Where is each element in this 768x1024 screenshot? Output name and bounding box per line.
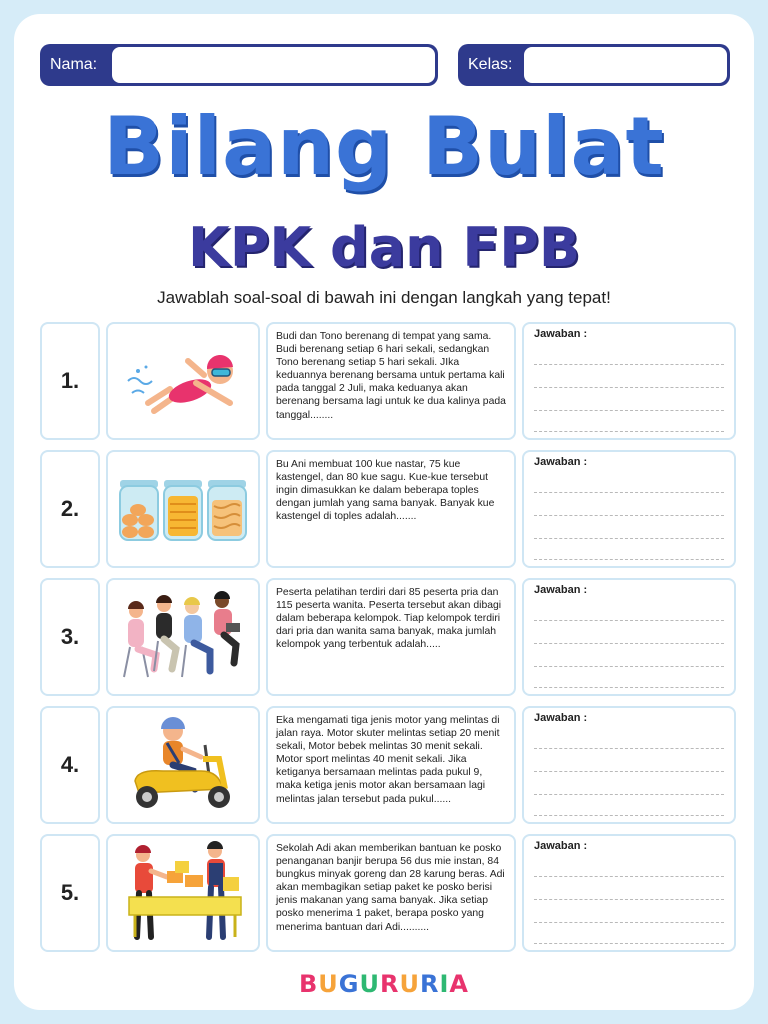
logo-text [299,970,469,998]
answer-label: Jawaban : [534,456,588,468]
answer-line[interactable] [534,772,724,795]
question-text: Eka mengamati tiga jenis motor yang melintas di jalan raya. Motor skuter melintas setiap 20 menit sekali, Motor bebek melintas 30 menit sekali. Motor sport melintas 40 menit sekali. Jika ketiganya bersamaan melintas pada pukul 9, maka ketiga jenis motor akan bersamaan lagi melintas jalan tersebut pada pukul...... [276,715,500,805]
answer-box[interactable] [522,834,736,952]
answer-box[interactable] [522,578,736,696]
answer-line[interactable] [534,388,724,411]
kelas-field [458,44,730,86]
training-participants-illustration [106,578,260,696]
answer-line[interactable] [534,598,724,621]
logo-letter: B [299,970,319,998]
worksheet [14,14,754,1010]
instruction-text: Jawablah soal-soal di bawah ini dengan langkah yang tepat! [157,288,611,307]
logo-letter: I [439,970,450,998]
nama-label: Nama: [50,56,98,73]
answer-label: Jawaban : [534,584,588,596]
question-text-cell [266,834,516,952]
question-row-4 [40,706,736,824]
answer-line[interactable] [534,667,724,688]
nama-field [40,44,438,86]
question-text: Budi dan Tono berenang di tempat yang sama. Budi berenang setiap 6 hari sekali, sedangkan Tono berenang setiap 5 hari sekali. JIka keduannya berenang bersama untuk pertama kali pada tanggal 2 Juli, maka keduanya akan berenang bersama lagi untuk ke dua kalinya pada tanggal........ [276,331,506,421]
question-number: 1. [40,322,100,440]
logo-letter: R [380,970,400,998]
nama-input[interactable] [112,47,435,83]
aid-distribution-illustration [106,834,260,952]
answer-line[interactable] [534,470,724,493]
question-number: 5. [40,834,100,952]
question-number: 3. [40,578,100,696]
question-number: 4. [40,706,100,824]
logo-letter: R [419,970,440,998]
logo-letter: U [359,970,380,998]
question-text: Peserta pelatihan terdiri dari 85 peserta pria dan 115 peserta wanita. Peserta tersebut akan dibagi dalam beberapa kelompok. Tiap kelompok terdiri dari pria dan wanita sama banyak, maka jumlah kelompok yang terbentuk adalah..... [276,587,502,651]
answer-label: Jawaban : [534,840,588,852]
brand-logo [14,970,754,998]
question-text-cell [266,450,516,568]
kelas-label: Kelas: [468,56,513,73]
answer-line[interactable] [534,726,724,749]
question-text-cell [266,706,516,824]
logo-letter: A [449,970,469,998]
question-text-cell [266,322,516,440]
question-text: Sekolah Adi akan memberikan bantuan ke posko penanganan banjir berupa 56 dus mie instan, 84 bungkus minyak goreng dan 28 karung beras. Adi akan membagikan setiap paket ke posko berisi jenis makanan yang sama banyak. Jika setiap posko menerima 1 paket, berapa posko yang menerima bantuan dari Adi.......... [276,843,505,933]
answer-line[interactable] [534,923,724,944]
answer-line[interactable] [534,900,724,923]
logo-letter: U [399,970,420,998]
question-number: 2. [40,450,100,568]
answer-line[interactable] [534,411,724,432]
answer-line[interactable] [534,795,724,816]
answer-box[interactable] [522,706,736,824]
swimmer-illustration [106,322,260,440]
answer-line[interactable] [534,342,724,365]
scooter-rider-illustration [106,706,260,824]
logo-letter: U [318,970,339,998]
answer-line[interactable] [534,621,724,644]
question-text-cell [266,578,516,696]
answer-label: Jawaban : [534,328,588,340]
answer-line[interactable] [534,539,724,560]
question-text: Bu Ani membuat 100 kue nastar, 75 kue kastengel, dan 80 kue sagu. Kue-kue tersebut ingin dimasukkan ke dalam beberapa toples dengan jumlah yang sama banyak. Banyak kue kastengel di toples adalah....... [276,459,495,523]
answer-line[interactable] [534,749,724,772]
answer-line[interactable] [534,365,724,388]
answer-line[interactable] [534,877,724,900]
question-row-5 [40,834,736,952]
question-row-2 [40,450,736,568]
logo-letter: G [338,970,360,998]
answer-box[interactable] [522,322,736,440]
answer-box[interactable] [522,450,736,568]
answer-line[interactable] [534,516,724,539]
answer-line[interactable] [534,854,724,877]
answer-line[interactable] [534,644,724,667]
question-row-1 [40,322,736,440]
answer-label: Jawaban : [534,712,588,724]
cookie-jars-illustration [106,450,260,568]
page-title: Bilang Bulat [103,100,665,193]
question-row-3 [40,578,736,696]
page-subtitle: KPK dan FPB [187,216,581,279]
kelas-input[interactable] [524,47,727,83]
answer-line[interactable] [534,493,724,516]
